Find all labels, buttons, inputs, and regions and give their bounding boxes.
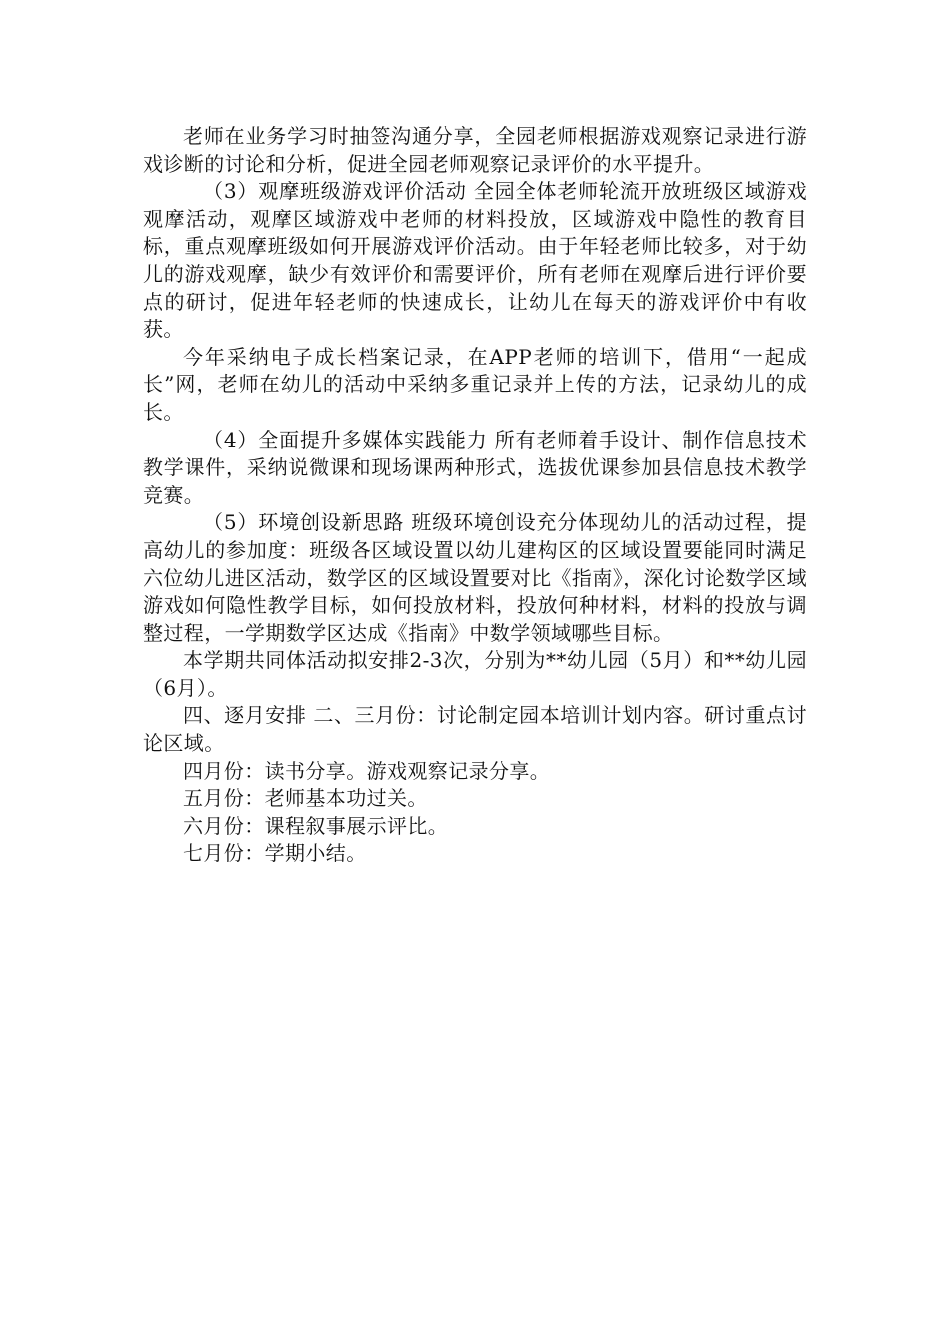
paragraph-observation-sharing: 老师在业务学习时抽签沟通分享，全园老师根据游戏观察记录进行游戏诊断的讨论和分析，促进全园老师观察记录评价的水平提升。 — [143, 124, 807, 176]
paragraph-may: 五月份：老师基本功过关。 — [183, 786, 428, 811]
paragraph-environment-design: （5）环境创设新思路 班级环境创设充分体现幼儿的活动过程，提高幼儿的参加度：班级各区域设置以幼儿建构区的区域设置要能同时满足六位幼儿进区活动，数学区的区域设置要对比《指南》，深化讨论数学区域游戏如何隐性教学目标，如何投放材料，投放何种材料，材料的投放与调整过程，一学期数学区达成《指南》中数学领域哪些目标。 — [143, 510, 807, 645]
paragraph-multimedia-practice: （4）全面提升多媒体实践能力 所有老师着手设计、制作信息技术教学课件，采纳说微课和现场课两种形式，选拔优课参加县信息技术教学竞赛。 — [143, 427, 807, 507]
paragraph-game-evaluation: （3）观摩班级游戏评价活动 全园全体老师轮流开放班级区域游戏观摩活动，观摩区域游戏中老师的材料投放，区域游戏中隐性的教育目标，重点观摩班级如何开展游戏评价活动。由于年轻老师比较多，对于幼儿的游戏观摩，缺少有效评价和需要评价，所有老师在观摩后进行评价要点的研讨，促进年轻老师的快速成长，让幼儿在每天的游戏评价中有收获。 — [143, 179, 807, 342]
paragraph-monthly-schedule: 四、逐月安排 二、三月份：讨论制定园本培训计划内容。研讨重点讨论区域。 — [143, 703, 807, 756]
paragraph-april: 四月份：读书分享。游戏观察记录分享。 — [183, 758, 551, 783]
paragraph-community-activity: 本学期共同体活动拟安排2-3次，分别为**幼儿园（5月）和**幼儿园（6月）。 — [143, 648, 807, 700]
paragraph-growth-archive: 今年采纳电子成长档案记录，在APP老师的培训下，借用“一起成长”网，老师在幼儿的活动中采纳多重记录并上传的方法，记录幼儿的成长。 — [143, 344, 807, 424]
paragraph-july: 七月份：学期小结。 — [183, 841, 367, 866]
paragraph-june: 六月份：课程叙事展示评比。 — [183, 813, 449, 838]
document-body — [143, 123, 807, 868]
